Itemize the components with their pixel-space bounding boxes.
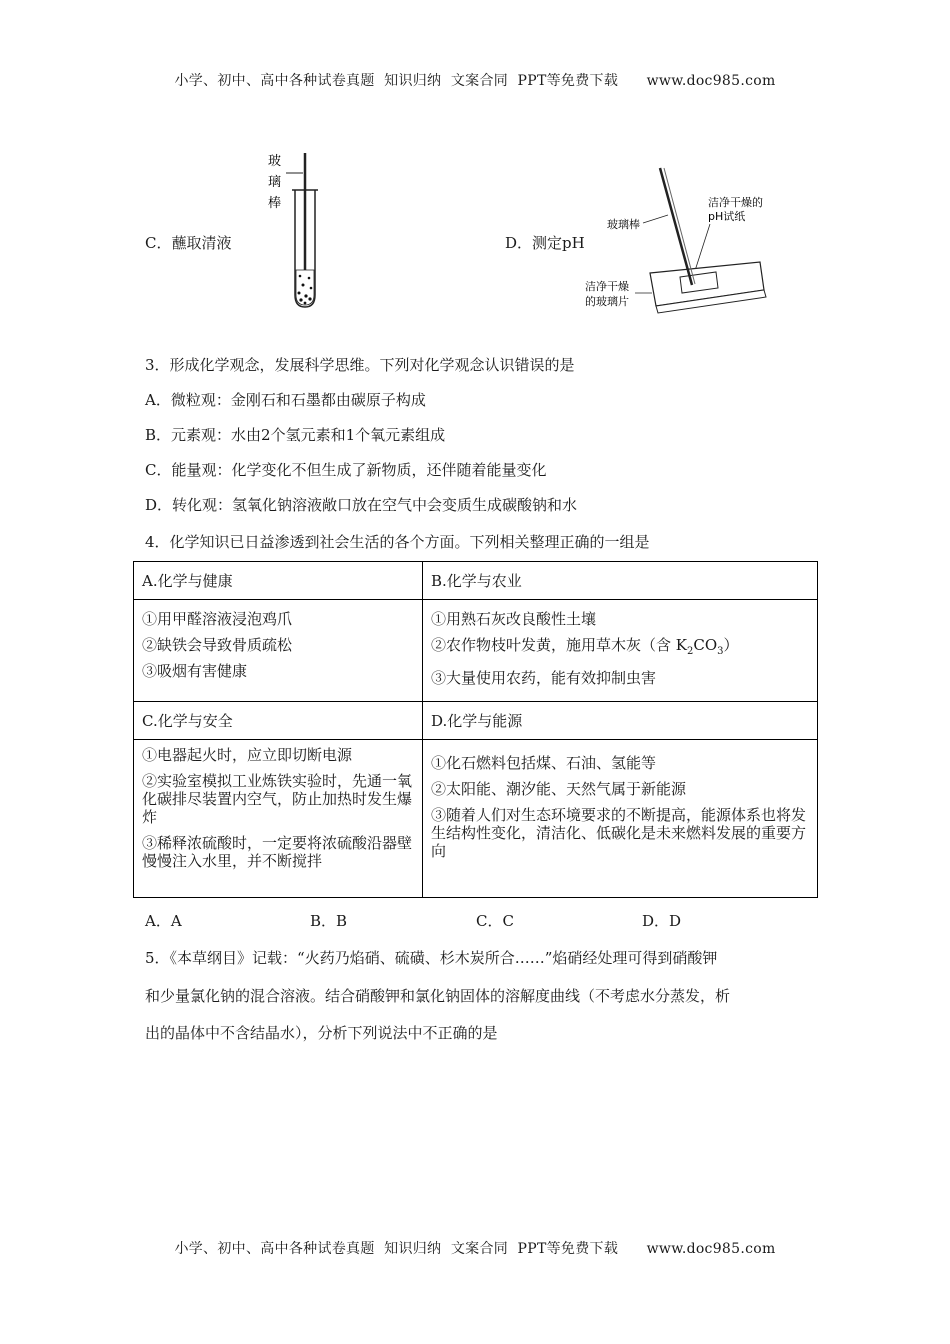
page-footer: 小学、初中、高中各种试卷真题 知识归纳 文案合同 PPT等免费下载 www.doc985.com [174,1241,776,1257]
option-d-caption: D．测定pH [505,234,585,252]
glass-rod [660,168,692,285]
cell-a-item-1: ①用甲醛溶液浸泡鸡爪 [142,610,293,628]
cell-b-title: B.化学与农业 [423,562,818,600]
cell-b-item-3: ③大量使用农药，能有效抑制虫害 [431,669,657,687]
question-3-stem: 3．形成化学观念，发展科学思维。下列对化学观念认识错误的是 [145,356,575,374]
glass-slide-label-2: 的玻璃片 [585,295,629,308]
cell-c-item-1: ①电器起火时，应立即切断电源 [142,746,353,764]
cell-a-item-3: ③吸烟有害健康 [142,662,248,680]
ph-paper-label-2: pH试纸 [708,210,746,223]
cell-b-item-2-text: ②农作物枝叶发黄，施用草木灰（含 K [431,636,687,654]
cell-d-item-3: ③随着人们对生态环境要求的不断提高，能源体系也将发生结构性变化，清洁化、低碳化是未来燃料发展的重要方向 [431,806,807,860]
cell-d-item-2: ②太阳能、潮汐能、天然气属于新能源 [431,780,687,798]
cell-a-item-2: ②缺铁会导致骨质疏松 [142,636,293,654]
answer-c: C．C [476,912,514,930]
glass-slide-label-1: 洁净干燥 [585,280,629,293]
subscript: 2 [686,646,694,657]
ph-test-figure [580,160,780,320]
glass-rod-pointer [643,215,668,223]
question-3-option-d: D．转化观：氢氧化钠溶液敞口放在空气中会变质生成碳酸钠和水 [145,496,578,514]
answer-b: B．B [310,912,348,930]
cell-c-item-2: ②实验室模拟工业炼铁实验时，先通一氧化碳排尽装置内空气，防止加热时发生爆炸 [142,772,413,826]
answer-d: D．D [642,912,682,930]
glass-rod-label-char-3: 棒 [268,196,282,211]
page-header: 小学、初中、高中各种试卷真题 知识归纳 文案合同 PPT等免费下载 www.doc985.com [174,73,776,89]
cell-d-body [423,740,818,898]
question-3-option-a: A．微粒观：金刚石和石墨都由碳原子构成 [145,391,426,409]
cell-b-body [423,600,818,702]
question-3-option-c: C．能量观：化学变化不但生成了新物质，还伴随着能量变化 [145,461,547,479]
glass-rod-shade [664,168,695,284]
question-5-line-1: 5．《本草纲目》记载：“火药乃焰硝、硫磺、杉木炭所合……”焰硝经处理可得到硝酸钾 [145,949,718,967]
cell-c-body [134,740,423,898]
question-5-line-2: 和少量氯化钠的混合溶液。结合硝酸钾和氯化钠固体的溶解度曲线（不考虑水分蒸发，析 [145,987,731,1005]
question-5-line-3: 出的晶体中不含结晶水），分析下列说法中不正确的是 [145,1024,498,1042]
ph-paper-label-1: 洁净干燥的 [708,196,763,209]
glass-rod-label-char-1: 玻 [268,154,282,169]
question-3-option-b: B．元素观：水由2个氢元素和1个氧元素组成 [145,426,446,444]
cell-a-body [134,600,423,702]
cell-c-title: C.化学与安全 [134,702,423,740]
cell-c-item-3: ③稀释浓硫酸时，一定要将浓硫酸沿器壁慢慢注入水里，并不断搅拌 [142,834,413,870]
question-4-stem: 4．化学知识已日益渗透到社会生活的各个方面。下列相关整理正确的一组是 [145,533,650,551]
glass-rod-label: 玻璃棒 [607,218,640,231]
test-tube-figure [255,145,335,315]
closing-paren: ） [723,636,739,654]
subscript: 3 [717,646,724,657]
cell-a-title: A.化学与健康 [134,562,423,600]
cell-b-item-1: ①用熟石灰改良酸性土壤 [431,610,597,628]
cell-d-item-1: ①化石燃料包括煤、石油、氢能等 [431,754,657,772]
glass-rod-label-char-2: 璃 [268,175,282,190]
formula-part: CO [693,636,718,654]
question-4-table [133,561,818,898]
cell-d-title: D.化学与能源 [423,702,818,740]
option-c-caption: C．蘸取清液 [145,234,232,252]
cell-b-item-2 [431,636,809,661]
answer-a: A．A [145,912,182,930]
